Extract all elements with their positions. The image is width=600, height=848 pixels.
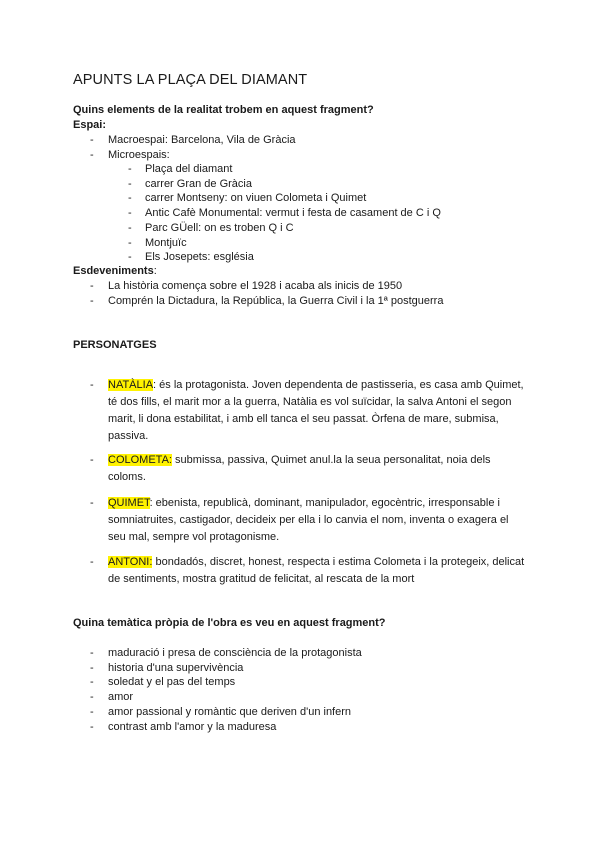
microespais-list (145, 162, 441, 265)
character-natalia (108, 377, 528, 445)
character-name-highlight: COLOMETA: (108, 454, 172, 466)
espai-list (108, 133, 296, 162)
list-item: - Macroespai: Barcelona, Vila de Gràcia (108, 133, 296, 148)
question-realitat: Quins elements de la realitat trobem en aquest fragment? (73, 104, 374, 116)
question-tematica: Quina temàtica pròpia de l'obra es veu en aquest fragment? (73, 617, 386, 629)
list-item: - Els Josepets: església (145, 250, 441, 265)
list-item: - contrast amb l'amor y la maduresa (108, 720, 362, 735)
list-item: - Parc GÜell: on es troben Q i C (145, 221, 441, 236)
character-antoni (108, 554, 528, 588)
espai-label: Espai: (73, 119, 107, 131)
list-item: - carrer Gran de Gràcia (145, 177, 441, 192)
list-item: - maduració i presa de consciència de la protagonista (108, 646, 362, 661)
character-colometa (108, 452, 528, 486)
list-item: - Comprén la Dictadura, la República, la Guerra Civil i la 1ª postguerra (108, 294, 443, 309)
list-item: - historia d'una supervivència (108, 661, 362, 676)
list-item: - La història comença sobre el 1928 i acaba als inicis de 1950 (108, 279, 443, 294)
personatges-heading: PERSONATGES (73, 339, 157, 351)
list-item: - amor (108, 690, 362, 705)
character-description: submissa, passiva, Quimet anul.la la seua personalitat, noia dels coloms. (108, 454, 491, 483)
list-item: - Microespais: (108, 148, 296, 163)
character-name-highlight: QUIMET (108, 497, 150, 509)
list-item: - Antic Cafè Monumental: vermut i festa de casament de C i Q (145, 206, 441, 221)
list-item: - soledat y el pas del temps (108, 675, 362, 690)
tematica-list (108, 646, 362, 734)
character-description: : ebenista, republicà, dominant, manipulador, egocèntric, irresponsable i somniatruites, castigador, decideix per ella i lo canvia el nom, inventa o exagera el seu mal, sempre vol protagonisme. (108, 497, 509, 543)
list-item: - amor passional y romàntic que deriven d'un infern (108, 705, 362, 720)
character-description: bondadós, discret, honest, respecta i estima Colometa i la protegeix, delicat de sentiments, mostra gratitud de felicitat, al rescata de la mort (108, 556, 525, 585)
esdeveniments-colon: : (153, 265, 157, 277)
character-quimet (108, 495, 528, 546)
character-description: : és la protagonista. Joven dependenta de pastisseria, es casa amb Quimet, té dos fills, el marit mor a la guerra, Natàlia es vol suïcidar, la salva Antoni el segon marit, li dona estabilitat, i amb ell tanca el seu passat. Òrfena de mare, submisa, passiva. (108, 379, 524, 442)
esdeveniments-label (73, 265, 157, 277)
list-item: - Montjuïc (145, 236, 441, 251)
character-name-highlight: ANTONI: (108, 556, 153, 568)
document-title: APUNTS LA PLAÇA DEL DIAMANT (73, 72, 308, 88)
esdeveniments-list (108, 279, 443, 308)
esdeveniments-label-text: Esdeveniments (73, 265, 154, 277)
list-item: - carrer Montseny: on viuen Colometa i Quimet (145, 191, 441, 206)
character-name-highlight: NATÀLIA (108, 379, 154, 391)
list-item: - Plaça del diamant (145, 162, 441, 177)
